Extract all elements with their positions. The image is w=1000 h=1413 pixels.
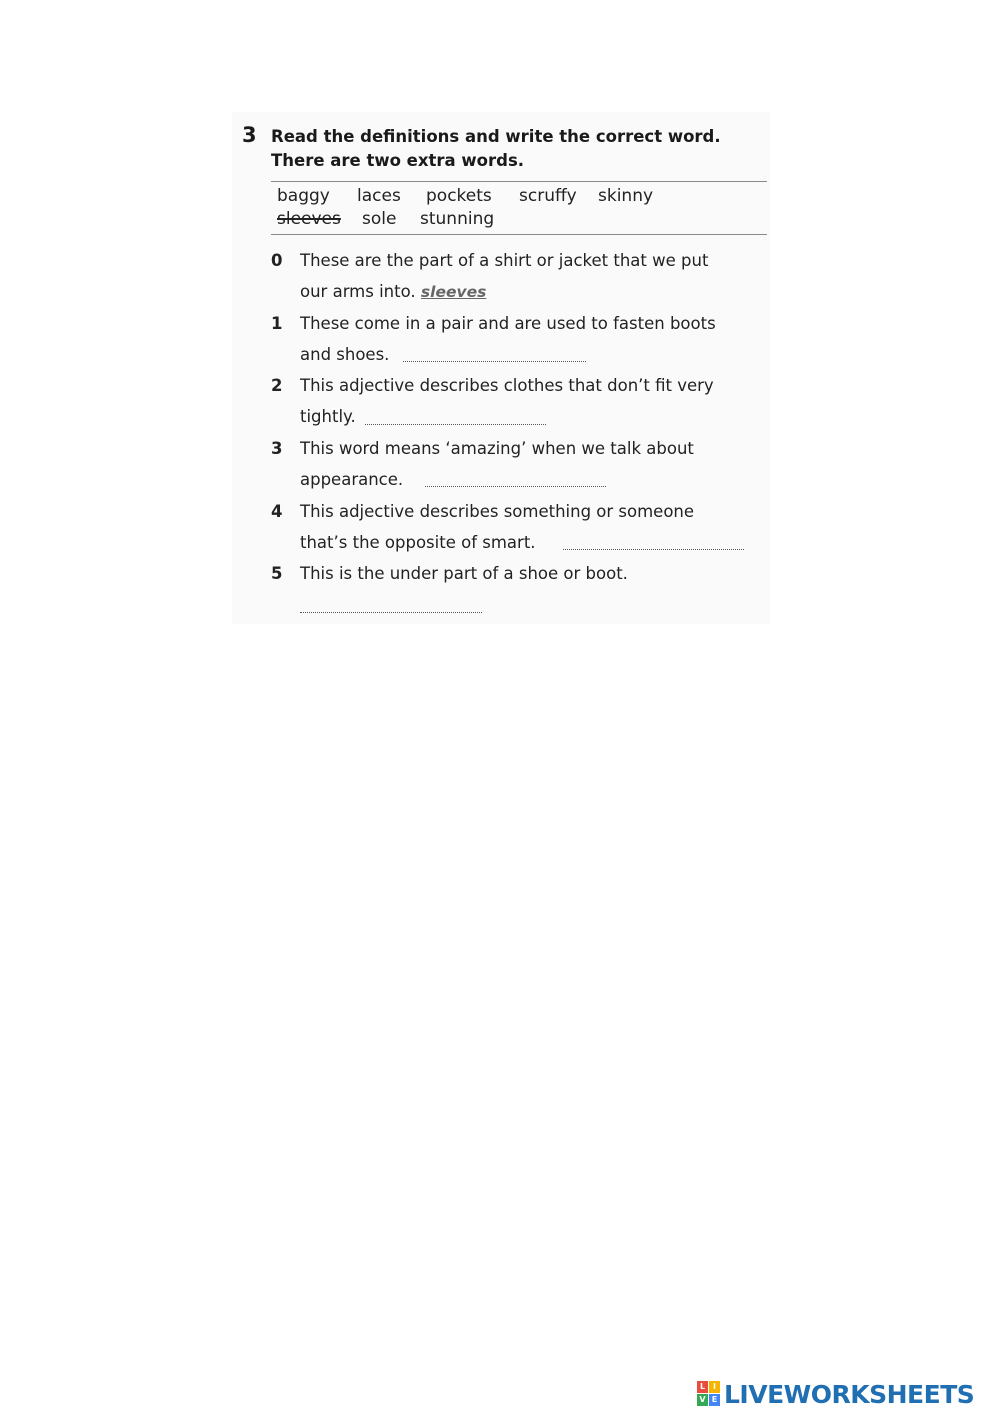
item-text-line: This word means ‘amazing’ when we talk about [300,439,694,458]
answer-blank-5[interactable] [300,612,482,613]
item-number: 2 [271,376,283,395]
logo-text: LIVEWORKSHEETS [724,1379,975,1409]
item-text-line: These come in a pair and are used to fasten boots [300,314,716,333]
item-number: 3 [271,439,283,458]
example-answer: sleeves [420,283,487,301]
word-box-word: sole [362,209,397,229]
answer-blank-4[interactable] [563,549,744,550]
item-text-line: tightly. [300,407,356,426]
item-text-line: This is the under part of a shoe or boot. [300,564,628,583]
item-text-line: These are the part of a shirt or jacket that we put [300,251,709,270]
badge-letter: V [697,1394,708,1406]
badge-letter: E [709,1394,720,1406]
word-box-top-rule [271,181,767,182]
item-text-line: appearance. [300,470,404,489]
word-box-word: skinny [598,186,654,206]
answer-blank-3[interactable] [425,486,606,487]
word-box-word: stunning [420,209,495,229]
item-text-line: This adjective describes something or someone [300,502,695,521]
item-text: our arms into. [300,282,416,301]
word-box-word: scruffy [519,186,577,206]
item-text-line: that’s the opposite of smart. [300,533,536,552]
badge-letter: I [709,1381,720,1393]
answer-blank-2[interactable] [365,424,546,425]
item-text-line [300,281,486,303]
instruction-line-2: There are two extra words. [271,151,525,170]
word-box-bottom-rule [271,234,767,235]
word-box-word: laces [357,186,401,206]
live-badge-icon [697,1381,721,1407]
liveworksheets-logo [697,1378,974,1410]
badge-letter: L [697,1381,708,1393]
item-number: 1 [271,314,283,333]
word-box-word: baggy [277,186,330,206]
item-number: 0 [271,251,283,270]
item-number: 5 [271,564,283,583]
answer-blank-1[interactable] [403,361,586,362]
item-text-line: and shoes. [300,345,390,364]
exercise-number: 3 [242,123,257,147]
instruction-line-1: Read the definitions and write the correct word. [271,127,721,146]
word-box-word: pockets [426,186,492,206]
word-box-word-crossed-out: sleeves [277,209,341,229]
item-number: 4 [271,502,283,521]
item-text-line: This adjective describes clothes that don’t fit very [300,376,714,395]
